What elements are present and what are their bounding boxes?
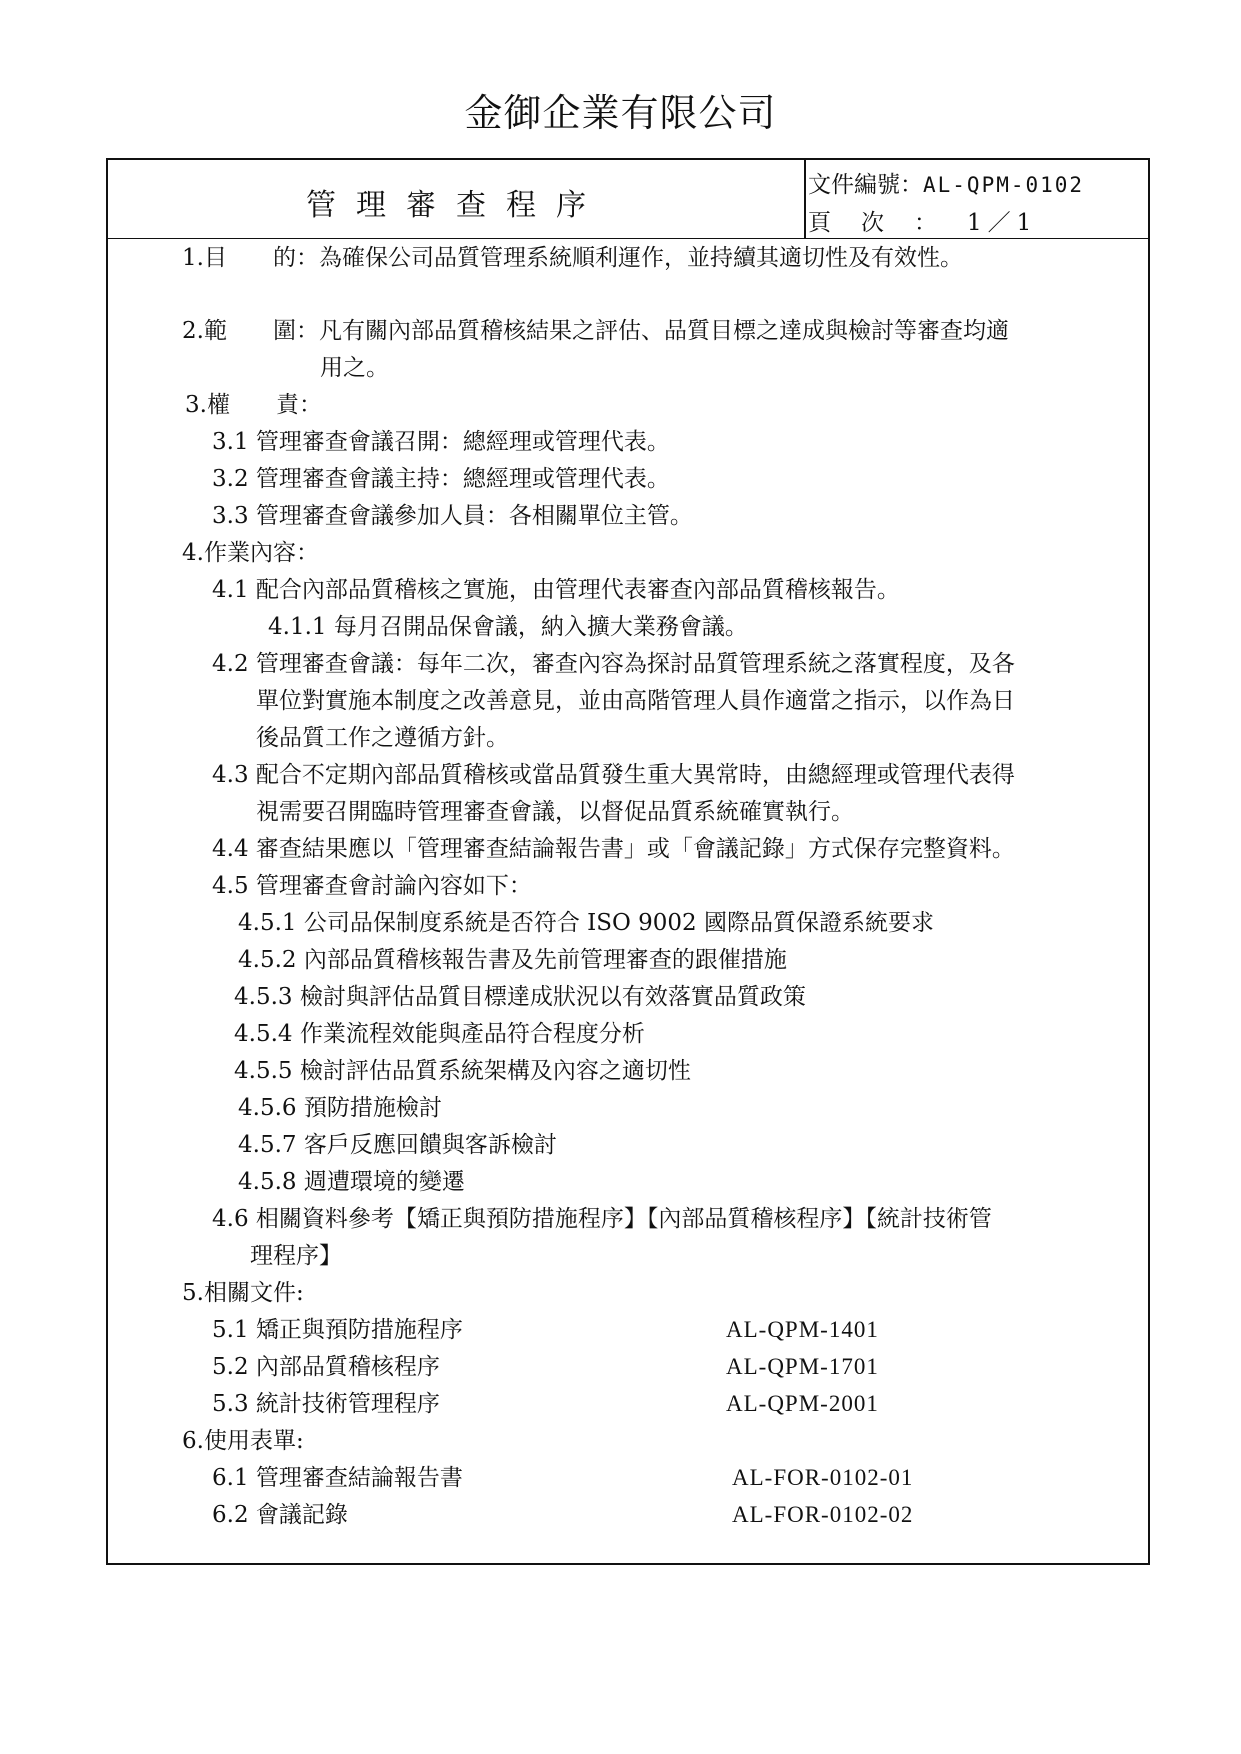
item-4-6: 4.6 相關資料參考【矯正與預防措施程序】【內部品質稽核程序】【統計技術管 [212, 1206, 992, 1232]
related-doc-code: AL-QPM-1401 [726, 1317, 879, 1342]
form-label: 6.1 管理審查結論報告書 [212, 1465, 463, 1491]
item-4-6-cont: 理程序】 [250, 1243, 342, 1269]
section-operation: 4.作業內容： [182, 540, 319, 566]
item-4-5: 4.5 管理審查會討論內容如下： [212, 873, 532, 899]
item-4-5-1: 4.5.1 公司品保制度系統是否符合 ISO 9002 國際品質保證系統要求 [238, 910, 934, 936]
item-4-2-cont-1: 單位對實施本制度之改善意見，並由高階管理人員作適當之指示，以作為日 [256, 688, 1015, 714]
section-number: 2.範 [182, 318, 227, 344]
item-4-1: 4.1 配合內部品質稽核之實施，由管理代表審查內部品質稽核報告。 [212, 577, 900, 603]
header-divider [804, 160, 806, 238]
section-related-docs: 5.相關文件: [182, 1280, 304, 1306]
section-text: 凡有關內部品質稽核結果之評估、品質目標之達成與檢討等審查均適 [318, 318, 1009, 344]
section-forms: 6.使用表單: [182, 1428, 304, 1454]
item-3-1: 3.1 管理審查會議召開：總經理或管理代表。 [212, 429, 670, 455]
item-4-5-2: 4.5.2 內部品質稽核報告書及先前管理審查的跟催措施 [238, 947, 787, 973]
section-text: 為確保公司品質管理系統順利運作，並持續其適切性及有效性。 [318, 245, 963, 271]
page-label: 頁次： [808, 210, 967, 236]
item-4-5-6: 4.5.6 預防措施檢討 [238, 1095, 442, 1121]
item-4-3: 4.3 配合不定期內部品質稽核或當品質發生重大異常時，由總經理或管理代表得 [212, 762, 1015, 788]
form-label: 6.2 會議記錄 [212, 1502, 348, 1528]
item-4-5-5: 4.5.5 檢討評估品質系統架構及內容之適切性 [234, 1058, 691, 1084]
page-info [808, 204, 1037, 237]
related-doc-label: 5.3 統計技術管理程序 [212, 1391, 440, 1417]
section-scope-continued: 用之。 [320, 355, 389, 381]
item-4-5-7: 4.5.7 客戶反應回饋與客訴檢討 [238, 1132, 557, 1158]
procedure-title: 管理審查程序 [306, 188, 606, 223]
item-4-4: 4.4 審查結果應以「管理審查結論報告書」或「會議記錄」方式保存完整資料。 [212, 836, 1015, 862]
item-4-3-cont: 視需要召開臨時管理審查會議，以督促品質系統確實執行。 [256, 799, 854, 825]
related-doc-label: 5.1 矯正與預防措施程序 [212, 1317, 463, 1343]
page-value: 1／1 [967, 210, 1038, 236]
section-scope [182, 316, 1009, 346]
section-responsibility [185, 390, 322, 420]
company-name: 金御企業有限公司 [464, 91, 777, 135]
doc-number-label: 文件編號： [808, 172, 923, 198]
form-code: AL-FOR-0102-02 [732, 1502, 914, 1527]
document-number [808, 166, 1084, 199]
section-number: 3.權 [185, 392, 230, 418]
related-doc-label: 5.2 內部品質稽核程序 [212, 1354, 440, 1380]
section-label: 責： [275, 392, 322, 418]
form-code: AL-FOR-0102-01 [732, 1465, 914, 1490]
item-4-5-8: 4.5.8 週遭環境的變遷 [238, 1169, 465, 1195]
section-number: 1.目 [182, 245, 227, 271]
item-4-1-1: 4.1.1 每月召開品保會議，納入擴大業務會議。 [268, 614, 748, 640]
section-purpose [182, 243, 963, 273]
item-4-2-cont-2: 後品質工作之遵循方針。 [256, 725, 509, 751]
item-4-5-3: 4.5.3 檢討與評估品質目標達成狀況以有效落實品質政策 [234, 984, 806, 1010]
item-3-2: 3.2 管理審查會議主持：總經理或管理代表。 [212, 466, 670, 492]
section-label: 的： [272, 245, 319, 271]
item-4-2: 4.2 管理審查會議：每年二次，審查內容為探討品質管理系統之落實程度，及各 [212, 651, 1015, 677]
related-doc-code: AL-QPM-2001 [726, 1391, 879, 1416]
item-4-5-4: 4.5.4 作業流程效能與產品符合程度分析 [234, 1021, 645, 1047]
document-header [108, 160, 1148, 239]
section-label: 圍： [272, 318, 319, 344]
item-3-3: 3.3 管理審查會議參加人員：各相關單位主管。 [212, 503, 693, 529]
doc-number-value: AL-QPM-0102 [923, 173, 1085, 197]
related-doc-code: AL-QPM-1701 [726, 1354, 879, 1379]
